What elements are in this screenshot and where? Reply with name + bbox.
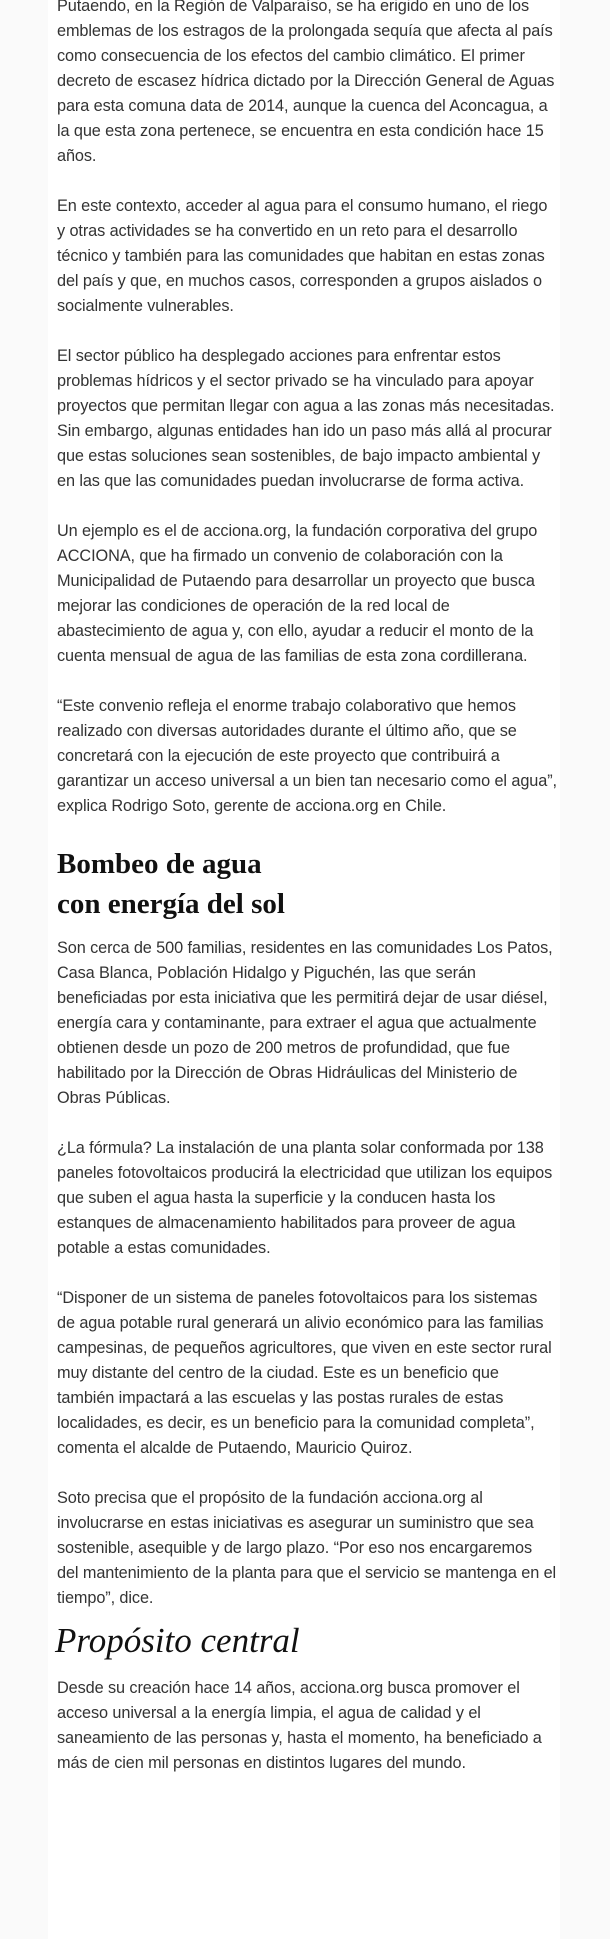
section-heading-line-2: con energía del sol xyxy=(57,888,285,920)
section-heading-proposito: Propósito central xyxy=(55,1621,300,1660)
section-heading-line-1: Bombeo de agua xyxy=(57,848,262,880)
paragraph-quote-soto: “Este convenio refleja el enorme trabajo colaborativo que hemos realizado con diversas autoridades durante el último año, que se concretará con la ejecución de este proyecto que contribuirá a garantizar un acceso universal a un bien tan necesario como el agua”, explica Rodrigo Soto, gerente de acciona.org en Chile. xyxy=(57,697,557,815)
paragraph-section1-3: “Disponer de un sistema de paneles fotovoltaicos para los sistemas de agua potable rural generará un alivio económico para las familias campesinas, de pequeños agricultores, que viven en este sector rural muy distante del centro de la ciudad. Este es un beneficio que también impactará a las escuelas y las postas rurales de estas localidades, es decir, es un beneficio para la comunidad completa”, comenta el alcalde de Putaendo, Mauricio Quiroz. xyxy=(57,1289,552,1457)
paragraph-section1-2: ¿La fórmula? La instalación de una planta solar conformada por 138 paneles fotovoltaicos producirá la electricidad que utilizan los equipos que suben el agua hasta la superficie y la conducen hasta los estanques de almacenamiento habilitados para proveer de agua potable a estas comunidades. xyxy=(57,1139,553,1257)
article-body xyxy=(57,0,557,1776)
paragraph-intro-3: El sector público ha desplegado acciones para enfrentar estos problemas hídricos y el sector privado se ha vinculado para apoyar proyectos que permitan llegar con agua a las zonas más necesitadas. Sin embargo, algunas entidades han ido un paso más allá al procurar que estas soluciones sean sostenibles, de bajo impacto ambiental y en las que las comunidades puedan involucrarse de forma activa. xyxy=(57,347,555,490)
paragraph-section2-1: Desde su creación hace 14 años, acciona.org busca promover el acceso universal a la energía limpia, el agua de calidad y el saneamiento de las personas y, hasta el momento, ha beneficiado a más de cien mil personas en distintos lugares del mundo. xyxy=(57,1679,542,1772)
paragraph-intro-4: Un ejemplo es el de acciona.org, la fundación corporativa del grupo ACCIONA, que ha firmado un convenio de colaboración con la Municipalidad de Putaendo para desarrollar un proyecto que busca mejorar las condiciones de operación de la red local de abastecimiento de agua y, con ello, ayudar a reducir el monto de la cuenta mensual de agua de las familias de esta zona cordillerana. xyxy=(57,522,538,665)
paragraph-section1-1: Son cerca de 500 familias, residentes en las comunidades Los Patos, Casa Blanca, Población Hidalgo y Piguchén, las que serán beneficiadas por esta iniciativa que les permitirá dejar de usar diésel, energía cara y contaminante, para extraer el agua que actualmente obtienen desde un pozo de 200 metros de profundidad, que fue habilitado por la Dirección de Obras Hidráulicas del Ministerio de Obras Públicas. xyxy=(57,939,553,1107)
section-heading-bombeo xyxy=(57,844,557,924)
paragraph-intro-1: Putaendo, en la Región de Valparaíso, se ha erigido en uno de los emblemas de los estragos de la prolongada sequía que afecta al país como consecuencia de los efectos del cambio climático. El primer decreto de escasez hídrica dictado por la Dirección General de Aguas para esta comuna data de 2014, aunque la cuenca del Aconcagua, a la que esta zona pertenece, se encuentra en esta condición hace 15 años. xyxy=(57,0,555,165)
paragraph-intro-2: En este contexto, acceder al agua para el consumo humano, el riego y otras actividades se ha convertido en un reto para el desarrollo técnico y también para las comunidades que habitan en estas zonas del país y que, en muchos casos, corresponden a grupos aislados o socialmente vulnerables. xyxy=(57,197,548,315)
paragraph-section1-4: Soto precisa que el propósito de la fundación acciona.org al involucrarse en estas iniciativas es asegurar un suministro que sea sostenible, asequible y de largo plazo. “Por eso nos encargaremos del mantenimiento de la planta para que el servicio se mantenga en el tiempo”, dice. xyxy=(57,1489,557,1607)
